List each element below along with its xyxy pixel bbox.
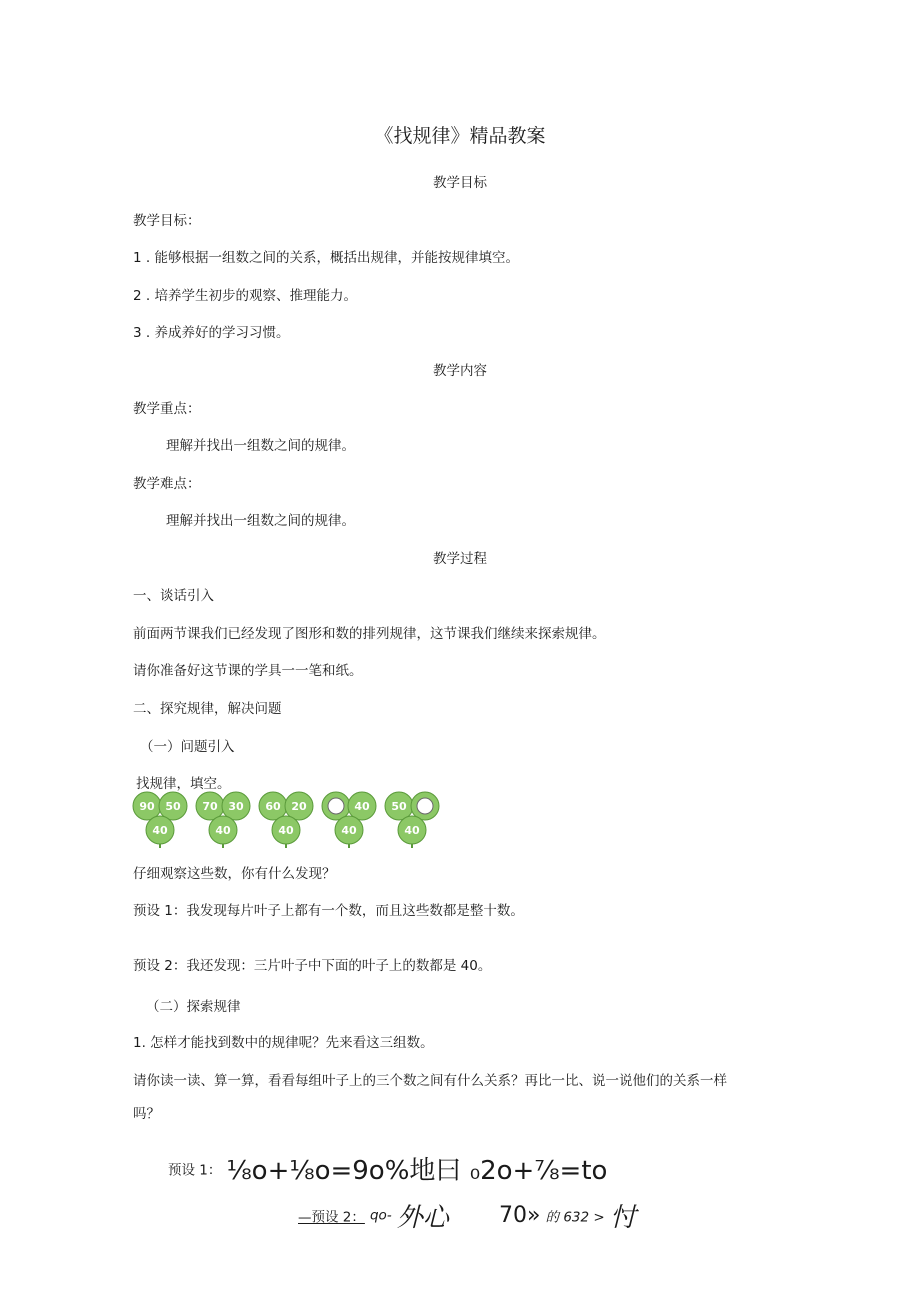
goals-label: 教学目标： [133, 213, 201, 229]
question-2-line-1: 请你读一读、算一算，看看每组叶子上的三个数之间有什么关系？再比一比、说一说他们的关系一样 [133, 1073, 727, 1089]
leaf-number: 70 [202, 800, 218, 813]
leaf-number: 90 [139, 800, 155, 813]
blank-circle [328, 798, 344, 814]
preset-2-part-d: 的 632 > [545, 1209, 605, 1226]
observe-question: 仔细观察这些数，你有什么发现？ [133, 866, 336, 882]
preset-1-expression: ⅛o+⅛o=9o%地曰 ₀2o+⅞=to [226, 1156, 608, 1186]
clover-leaf [258, 790, 314, 850]
sub2-heading: （二）探索规律 [146, 999, 241, 1015]
leaf-number: 40 [404, 824, 420, 837]
part2-heading: 二、探究规律，解决问题 [133, 701, 282, 717]
page-title: 《找规律》精品教案 [374, 125, 546, 147]
task-text: 找规律，填空。 [136, 776, 231, 792]
sub1-heading: （一）问题引入 [140, 739, 235, 755]
preset-2: 预设 2：我还发现：三片叶子中下面的叶子上的数都是 40。 [133, 958, 492, 974]
section-heading-goals: 教学目标 [433, 175, 487, 191]
handwritten-preset-1 [168, 1150, 607, 1187]
difficulty-text: 理解并找出一组数之间的规律。 [166, 513, 355, 529]
goal-item: 2 . 培养学生初步的观察、推理能力。 [133, 288, 357, 304]
leaf-number: 50 [165, 800, 181, 813]
leaf-number: 20 [291, 800, 307, 813]
clover-leaf [132, 790, 188, 850]
section-heading-content: 教学内容 [433, 363, 487, 379]
part1-heading: 一、谈话引入 [133, 588, 214, 604]
preset-2-label: —预设 2： [298, 1209, 365, 1226]
leaf-number: 30 [228, 800, 244, 813]
preset-2-part-c: 70» [498, 1203, 541, 1228]
question-2-line-2: 吗？ [133, 1106, 160, 1122]
difficulty-label: 教学难点： [133, 476, 201, 492]
leaf-number: 40 [341, 824, 357, 837]
leaf-number: 50 [391, 800, 407, 813]
leaf-number: 40 [278, 824, 294, 837]
paragraph: 前面两节课我们已经发现了图形和数的排列规律，这节课我们继续来探索规律。 [133, 626, 606, 642]
goal-item: 1 . 能够根据一组数之间的关系，概括出规律，并能按规律填空。 [133, 250, 519, 266]
preset-2-part-b: 外心 [396, 1203, 449, 1233]
leaf-number: 40 [354, 800, 370, 813]
leaf-number: 40 [215, 824, 231, 837]
clover-leaf [195, 790, 251, 850]
handwritten-preset-2 [298, 1197, 636, 1234]
leaf-number: 60 [265, 800, 281, 813]
preset-1-label: 预设 1： [168, 1162, 222, 1179]
key-label: 教学重点： [133, 401, 201, 417]
preset-2-part-e: 忖 [609, 1203, 636, 1233]
blank-circle [417, 798, 433, 814]
clover-leaf [321, 790, 377, 850]
preset-2-part-a: qo- [369, 1207, 392, 1224]
preset-1: 预设 1：我发现每片叶子上都有一个数，而且这些数都是整十数。 [133, 903, 524, 919]
goal-item: 3 . 养成养好的学习习惯。 [133, 325, 290, 341]
key-text: 理解并找出一组数之间的规律。 [166, 438, 355, 454]
section-heading-process: 教学过程 [433, 551, 487, 567]
clover-leaves-figure [132, 790, 452, 852]
paragraph: 请你准备好这节课的学具一一笔和纸。 [133, 663, 363, 679]
question-1: 1. 怎样才能找到数中的规律呢？先来看这三组数。 [133, 1035, 434, 1051]
leaf-number: 40 [152, 824, 168, 837]
clover-leaf [384, 790, 440, 850]
